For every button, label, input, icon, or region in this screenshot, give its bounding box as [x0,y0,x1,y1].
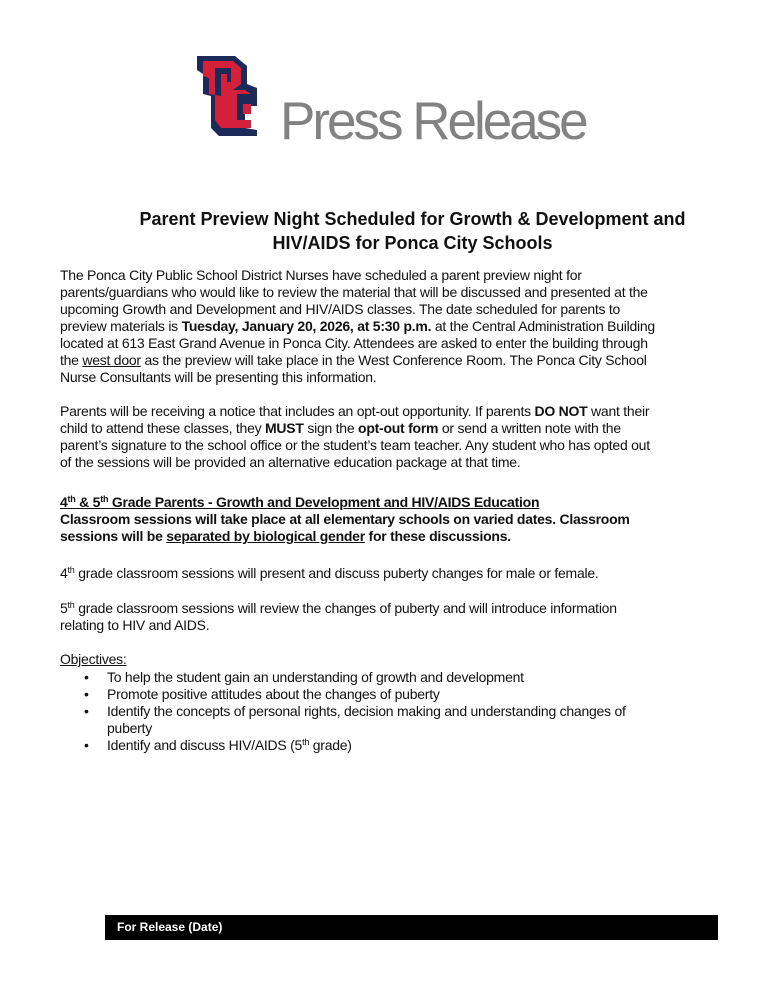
text-line: relating to HIV and AIDS. [60,617,210,633]
headline [60,207,765,255]
text: Parents will be receiving a notice that includes an opt-out opportunity. If parents [60,403,535,419]
headline-line-1: Parent Preview Night Scheduled for Growth & Development and [139,209,686,229]
list-item: Promote positive attitudes about the changes of puberty [107,686,440,702]
objectives-label: Objectives: [60,651,127,667]
press-release-title: Press Release [280,92,586,151]
grade-5-text [60,600,617,617]
text: or send a written note with the [438,420,621,436]
text: Identify and discuss HIV/AIDS (5 [107,737,303,753]
release-date-label: For Release (Date) [117,920,223,934]
ponca-city-pc-logo [195,54,261,138]
list-item [107,737,352,754]
text: the [60,352,83,368]
grade-4-text [60,565,599,582]
text: as the preview will take place in the West Conference Room. The Ponca City School [140,352,647,368]
do-not-text: DO NOT [534,403,588,419]
text: for these discussions. [364,528,511,544]
text-line: Nurse Consultants will be presenting this information. [60,369,377,385]
text: want their [587,403,650,419]
text: th [100,494,109,504]
text: 5 [60,600,68,616]
gender-text: separated by biological gender [166,528,365,544]
text: grade classroom sessions will review the changes of puberty and will introduce information [74,600,617,616]
headline-line-2: HIV/AIDS for Ponca City Schools [272,233,553,253]
text-line: parents/guardians who would like to review the material that will be discussed and presented at the [60,284,648,300]
bullet-icon: • [84,669,89,685]
text-line [60,420,621,437]
text-line: upcoming Growth and Development and HIV/AIDS classes. The date scheduled for parents to [60,301,621,317]
text: th [67,494,76,504]
text-line [60,528,511,545]
text: at the Central Administration Building [431,318,655,334]
text: sign the [303,420,359,436]
text: preview materials is [60,318,182,334]
text: 4 [60,565,68,581]
text-line: The Ponca City Public School District Nurses have scheduled a parent preview night for [60,267,582,283]
bullet-icon: • [84,703,89,719]
list-item: Identify the concepts of personal rights, decision making and understanding changes of [107,703,626,719]
text-line: of the sessions will be provided an alternative education package at that time. [60,454,521,470]
section-heading [60,494,539,511]
text-line: located at 613 East Grand Avenue in Ponca City. Attendees are asked to enter the building through [60,335,648,351]
list-item: To help the student gain an understanding of growth and development [107,669,524,685]
text: th [67,565,75,575]
text: 4 [60,494,68,510]
text-line [60,318,655,335]
text: grade) [309,737,352,753]
text: th [302,737,310,747]
event-date: Tuesday, January 20, 2026, at 5:30 p.m. [181,318,432,334]
release-date-footer [105,915,718,940]
west-door-text: west door [82,352,141,368]
must-text: MUST [265,420,304,436]
text-line: Classroom sessions will take place at all elementary schools on varied dates. Classroom [60,511,630,527]
text: grade classroom sessions will present and discuss puberty changes for male or female. [74,565,599,581]
text: sessions will be [60,528,167,544]
text: Grade Parents - Growth and Development and HIV/AIDS Education [108,494,540,510]
bullet-icon: • [84,737,89,753]
text: & 5 [75,494,101,510]
text-line [60,403,649,420]
opt-out-form-text: opt-out form [358,420,439,436]
text-line: parent’s signature to the school office or the student’s team teacher. Any student who has opted out [60,437,650,453]
bullet-icon: • [84,686,89,702]
list-item-continued: puberty [107,720,152,736]
text: child to attend these classes, they [60,420,266,436]
text-line [60,352,647,369]
text: th [67,600,75,610]
